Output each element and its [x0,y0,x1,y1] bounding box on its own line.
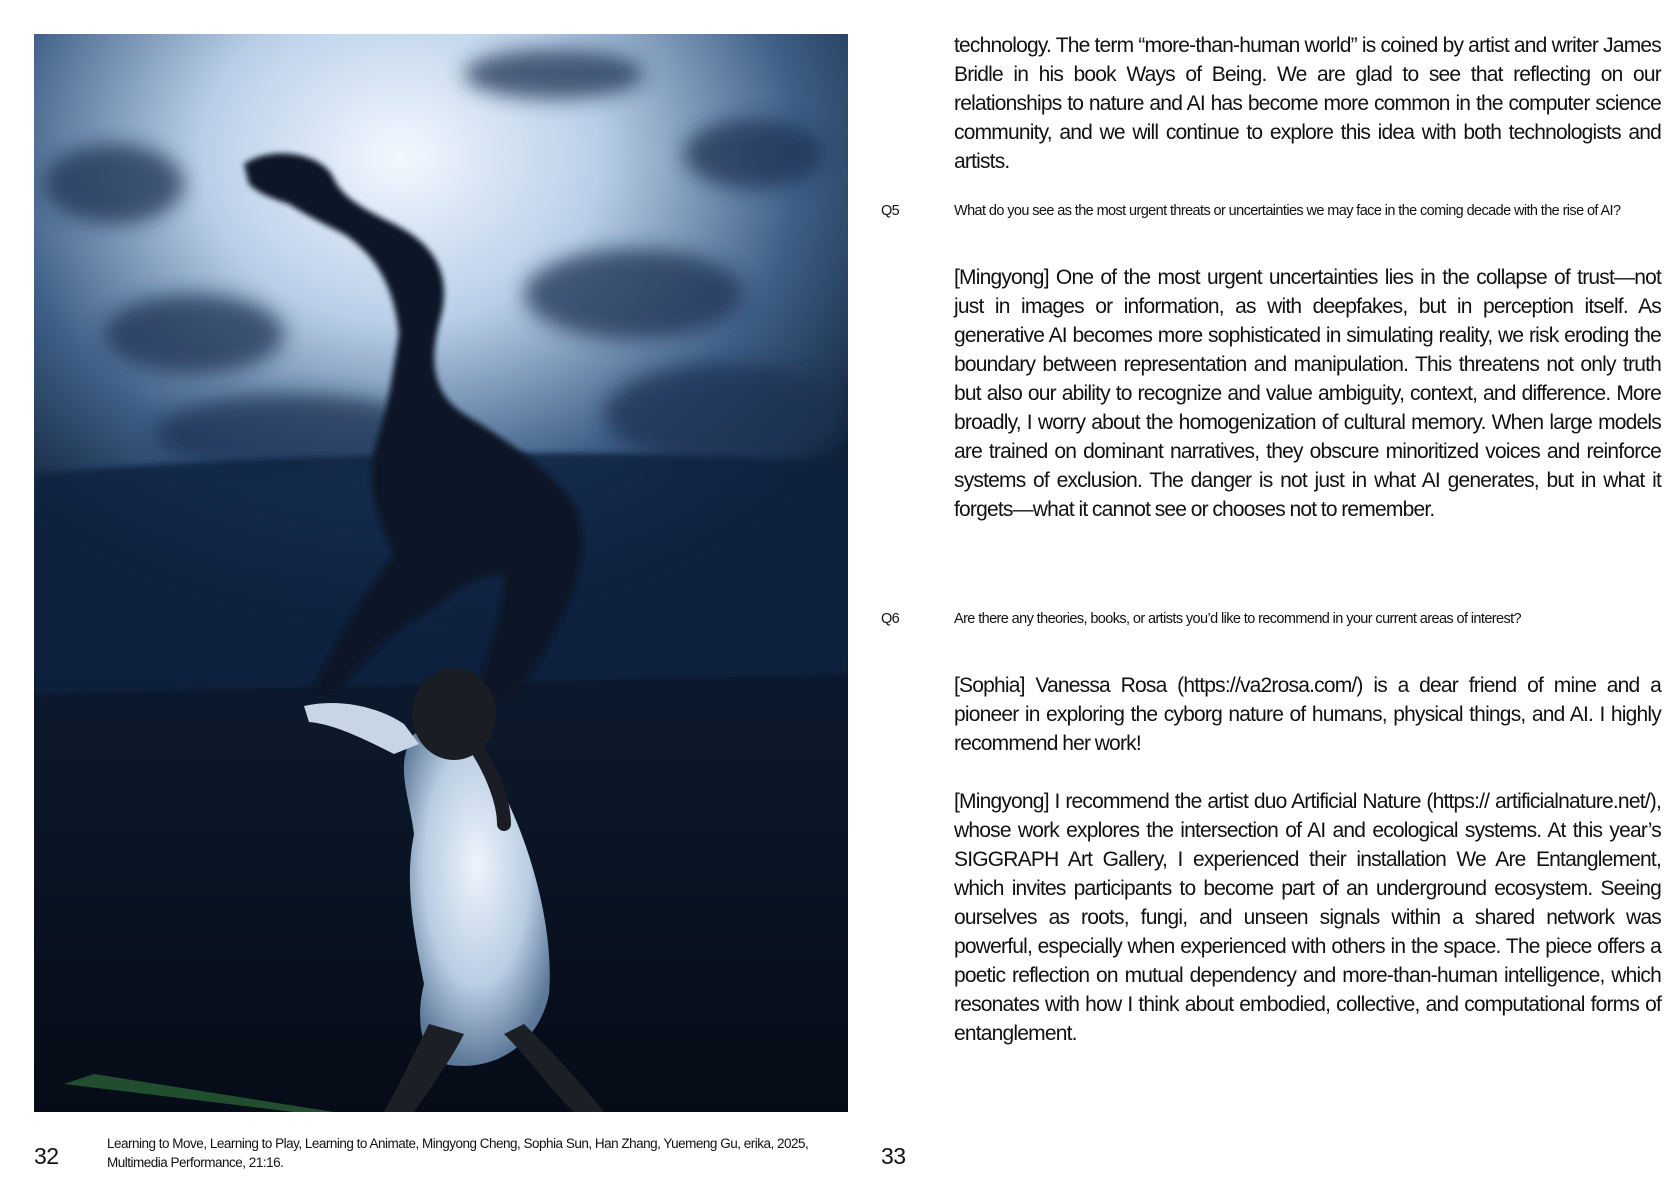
page-number-right: 33 [881,1143,906,1169]
answer-q5-mingyong: [Mingyong] One of the most urgent uncertainties lies in the collapse of trust—not just in images or information, as with deepfakes, but in perception itself. As generative AI becomes more sophisticated in simulating reality, we risk eroding the boundary between representation and manipulation. This threatens not only truth but also our ability to recognize and value ambiguity, context, and difference. More broadly, I worry about the homogenization of cultural memory. When large models are trained on dominant narratives, they obscure minoritized voices and reinforce systems of exclusion. The danger is not just in what AI generates, but in what it forgets—what it cannot see or chooses not to remember. [954,266,1661,521]
question-q5 [881,202,1661,221]
page-number-left: 32 [34,1143,59,1169]
question-label-q6: Q6 [881,611,900,627]
answer-q6-sophia: [Sophia] Vanessa Rosa (https://va2rosa.com/) is a dear friend of mine and a pioneer in exploring the cyborg nature of humans, physical things, and AI. I highly recommend her work! [954,674,1661,755]
photo-illustration [34,34,848,1112]
intro-paragraph: technology. The term “more-than-human world” is coined by artist and writer James Bridle in his book Ways of Being. We are glad to see that reflecting on our relationships to nature and AI has become more common in the computer science community, and we will continue to explore this idea with both technologists and artists. [954,34,1661,173]
question-label-q5: Q5 [881,203,900,219]
question-text-q6: Are there any theories, books, or artists you’d like to recommend in your current areas of interest? [954,611,1522,627]
question-text-q5: What do you see as the most urgent threats or uncertainties we may face in the coming decade with the rise of AI? [954,203,1621,219]
answer-q6-mingyong: [Mingyong] I recommend the artist duo Artificial Nature (https:// artificialnature.net/), whose work explores the intersection of AI and ecological systems. At this year’s SIGGRAPH Art Gallery, I experienced their installation We Are Entanglement, which invites participants to become part of an underground ecosystem. Seeing ourselves as roots, fungi, and unseen signals within a shared network was powerful, especially when experienced with others in the space. The piece offers a poetic reflection on mutual dependency and more-than-human intelligence, which resonates with how I think about embodied, collective, and computational forms of entanglement. [954,790,1661,1045]
performance-photo [34,34,848,1112]
question-q6 [881,610,1661,629]
photo-caption: Learning to Move, Learning to Play, Learning to Animate, Mingyong Cheng, Sophia Sun, Han Zhang, Yuemeng Gu, erika, 2025, Multimedia Performance, 21:16. [107,1136,809,1170]
